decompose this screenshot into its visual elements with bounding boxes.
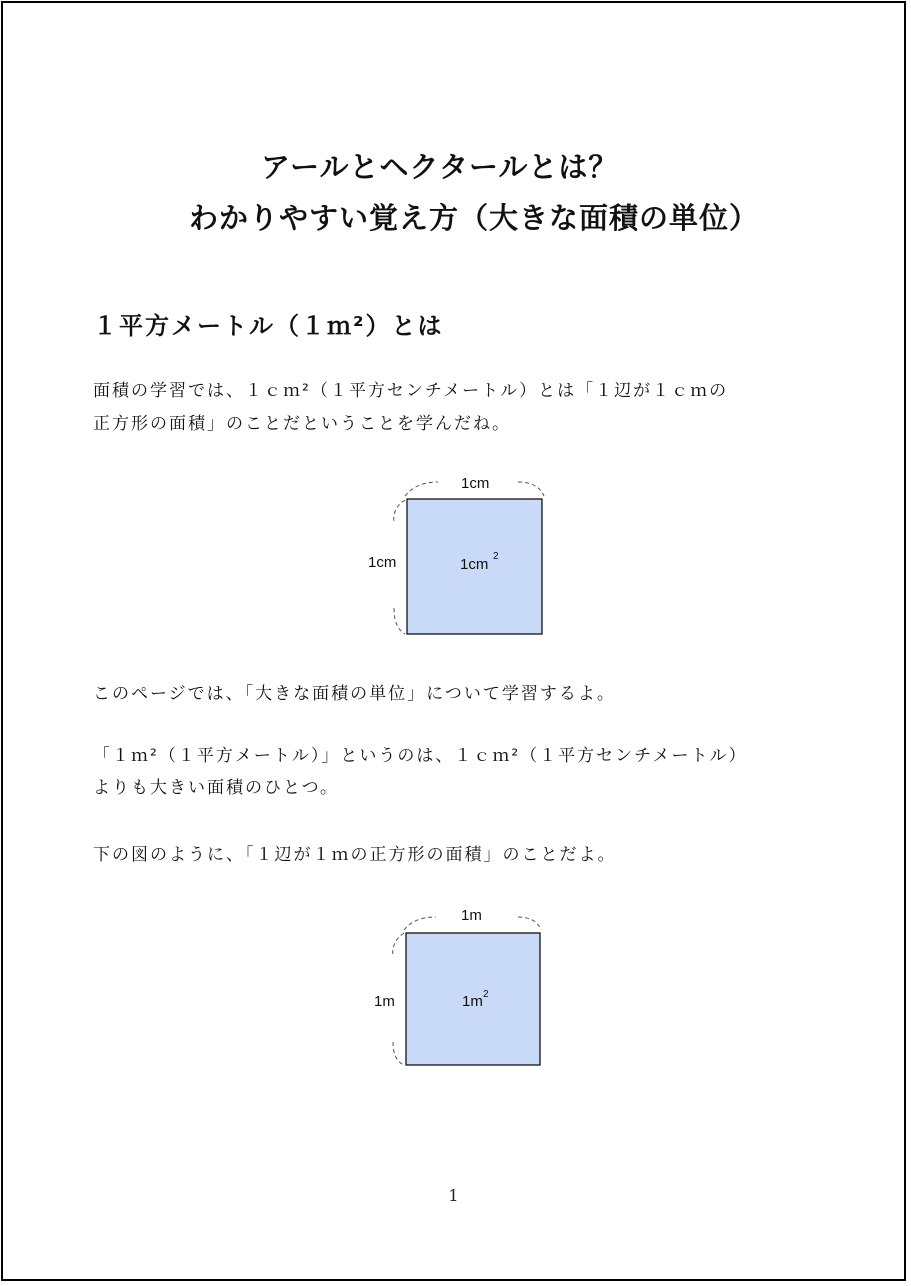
page-number: 1 (448, 1186, 459, 1205)
dimension-arc-left-bottom (393, 1042, 404, 1065)
paragraph-2: このページでは、「大きな面積の単位」について学習するよ。 (93, 684, 616, 704)
top-side-label: 1m (461, 907, 482, 924)
page-title-line-2: わかりやすい覚え方（大きな面積の単位） (189, 201, 760, 235)
dimension-arc-top-left (404, 917, 436, 930)
dimension-arc-top-right (518, 917, 541, 930)
section-heading: １平方メートル（１ｍ²）とは (93, 312, 444, 340)
left-side-label: 1m (374, 993, 395, 1010)
dimension-arc-left-bottom (394, 608, 405, 634)
area-exponent: 2 (483, 989, 489, 1000)
paragraph-1-line-1: 面積の学習では、１ｃｍ²（１平方センチメートル）とは「１辺が１ｃｍの (93, 381, 729, 401)
area-label: 1cm (460, 556, 489, 573)
area-label: 1m (462, 993, 483, 1010)
left-side-label: 1cm (368, 554, 397, 571)
top-side-label: 1cm (461, 475, 490, 492)
figure-1m-square (358, 900, 558, 1075)
paragraph-4: 下の図のように、「１辺が１ｍの正方形の面積」のことだよ。 (93, 845, 617, 865)
dimension-arc-top-right (518, 482, 544, 496)
paragraph-3-line-2: よりも大きい面積のひとつ。 (93, 778, 339, 798)
paragraph-3-line-1: 「１ｍ²（１平方メートル）」というのは、１ｃｍ²（１平方センチメートル） (93, 746, 748, 766)
dimension-arc-top-left (405, 482, 438, 496)
area-exponent: 2 (493, 551, 499, 562)
document-page (1, 1, 906, 1281)
dimension-arc-left-top (394, 500, 405, 523)
page-title-line-1: アールとヘクタールとは？ (261, 150, 619, 184)
dimension-arc-left-top (393, 933, 404, 956)
figure-1cm-square (358, 468, 558, 643)
paragraph-1-line-2: 正方形の面積」のことだということを学んだね。 (93, 414, 511, 434)
